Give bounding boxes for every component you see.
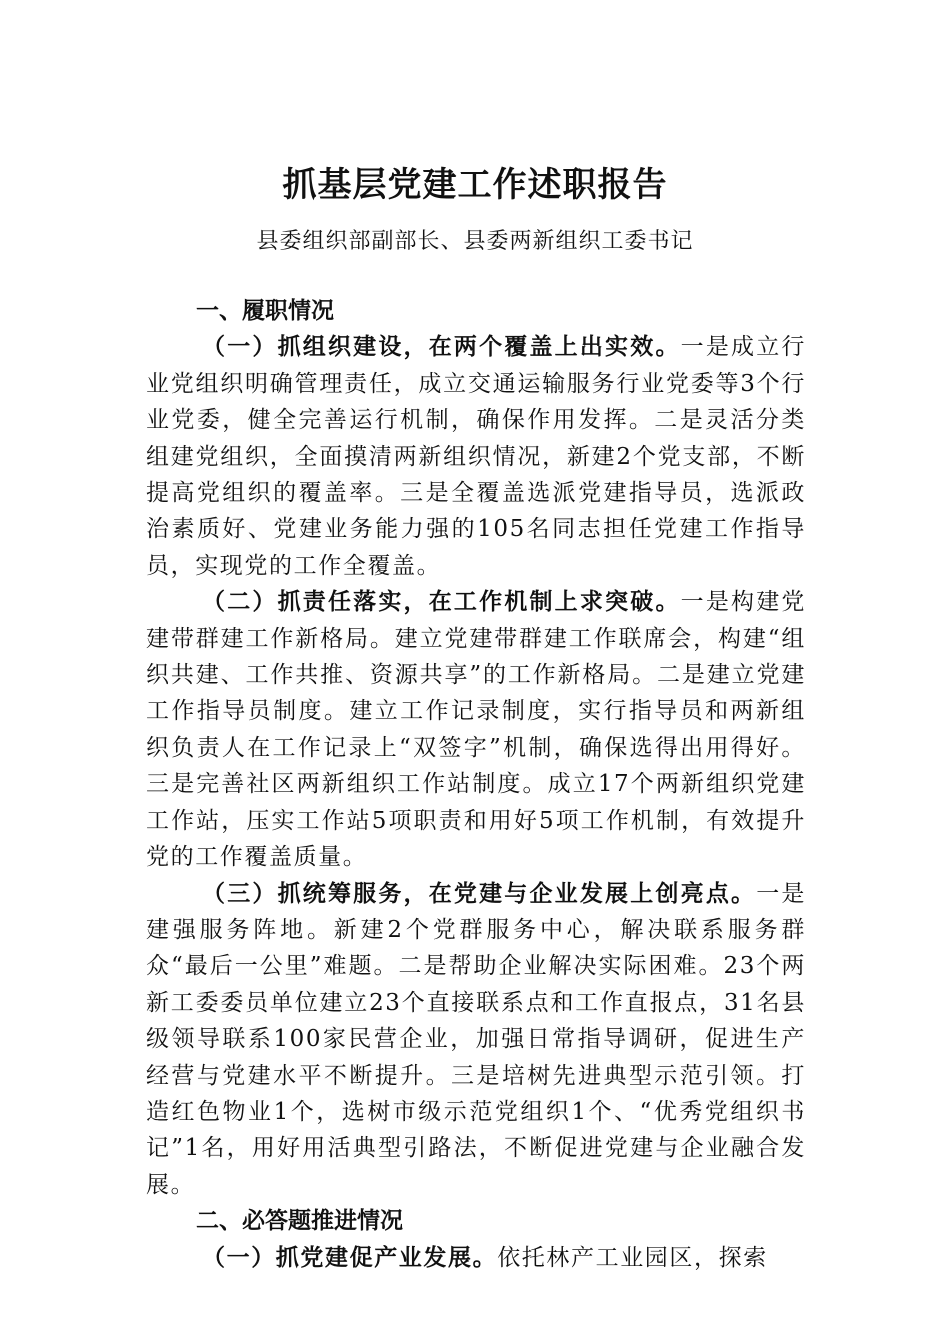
paragraph-text: 依托林产工业园区，探索: [497, 1244, 768, 1271]
paragraph-text: 一是构建党建带群建工作新格局。建立党建带群建工作联席会，构建“组织共建、工作共推、资源共享”的工作新格局。二是建立党建工作指导员制度。建立工作记录制度，实行指导员和两新组织负责人在工作记录上“双签字”机制，确保选得出用得好。三是完善社区两新组织工作站制度。成立17个两新组织党建工作站，压实工作站5项职责和用好5项工作机制，有效提升党的工作覆盖质量。: [146, 589, 807, 871]
document-title: 抓基层党建工作述职报告: [282, 165, 668, 205]
paragraph-text: 一是建强服务阵地。新建2个党群服务中心，解决联系服务群众“最后一公里”难题。二是帮助企业解决实际困难。23个两新工委委员单位建立23个直接联系点和工作直报点，31名县级领导联系100家民营企业，加强日常指导调研，促进生产经营与党建水平不断提升。三是培树先进典型示范引领。打造红色物业1个，选树市级示范党组织1个、“优秀党组织书记”1名，用好用活典型引路法，不断促进党建与企业融合发展。: [146, 880, 806, 1198]
paragraph-lead: （一）抓组织建设，在两个覆盖上出实效。: [202, 333, 681, 361]
paragraph-1-2: [146, 584, 806, 875]
paragraph-1-1: [146, 329, 806, 584]
section-heading-2: 二、必答题推进情况: [196, 1207, 403, 1235]
paragraph-1-3: [146, 876, 806, 1204]
paragraph-lead: （二）抓责任落实，在工作机制上求突破。: [202, 588, 681, 616]
section-heading-1: 一、履职情况: [196, 297, 334, 324]
paragraph-2-1: [146, 1240, 806, 1276]
paragraph-lead: （三）抓统筹服务，在党建与企业发展上创亮点。: [202, 879, 757, 907]
paragraph-text: 一是成立行业党组织明确管理责任，成立交通运输服务行业党委等3个行业党委，健全完善运行机制，确保作用发挥。二是灵活分类组建党组织，全面摸清两新组织情况，新建2个党支部，不断提高党组织的覆盖率。三是全覆盖选派党建指导员，选派政治素质好、党建业务能力强的105名同志担任党建工作指导员，实现党的工作全覆盖。: [146, 334, 807, 579]
document-body: [146, 293, 806, 1276]
paragraph-lead: （一）抓党建促产业发展。: [202, 1243, 498, 1271]
document-subtitle: 县委组织部副部长、县委两新组织工委书记: [256, 229, 694, 254]
